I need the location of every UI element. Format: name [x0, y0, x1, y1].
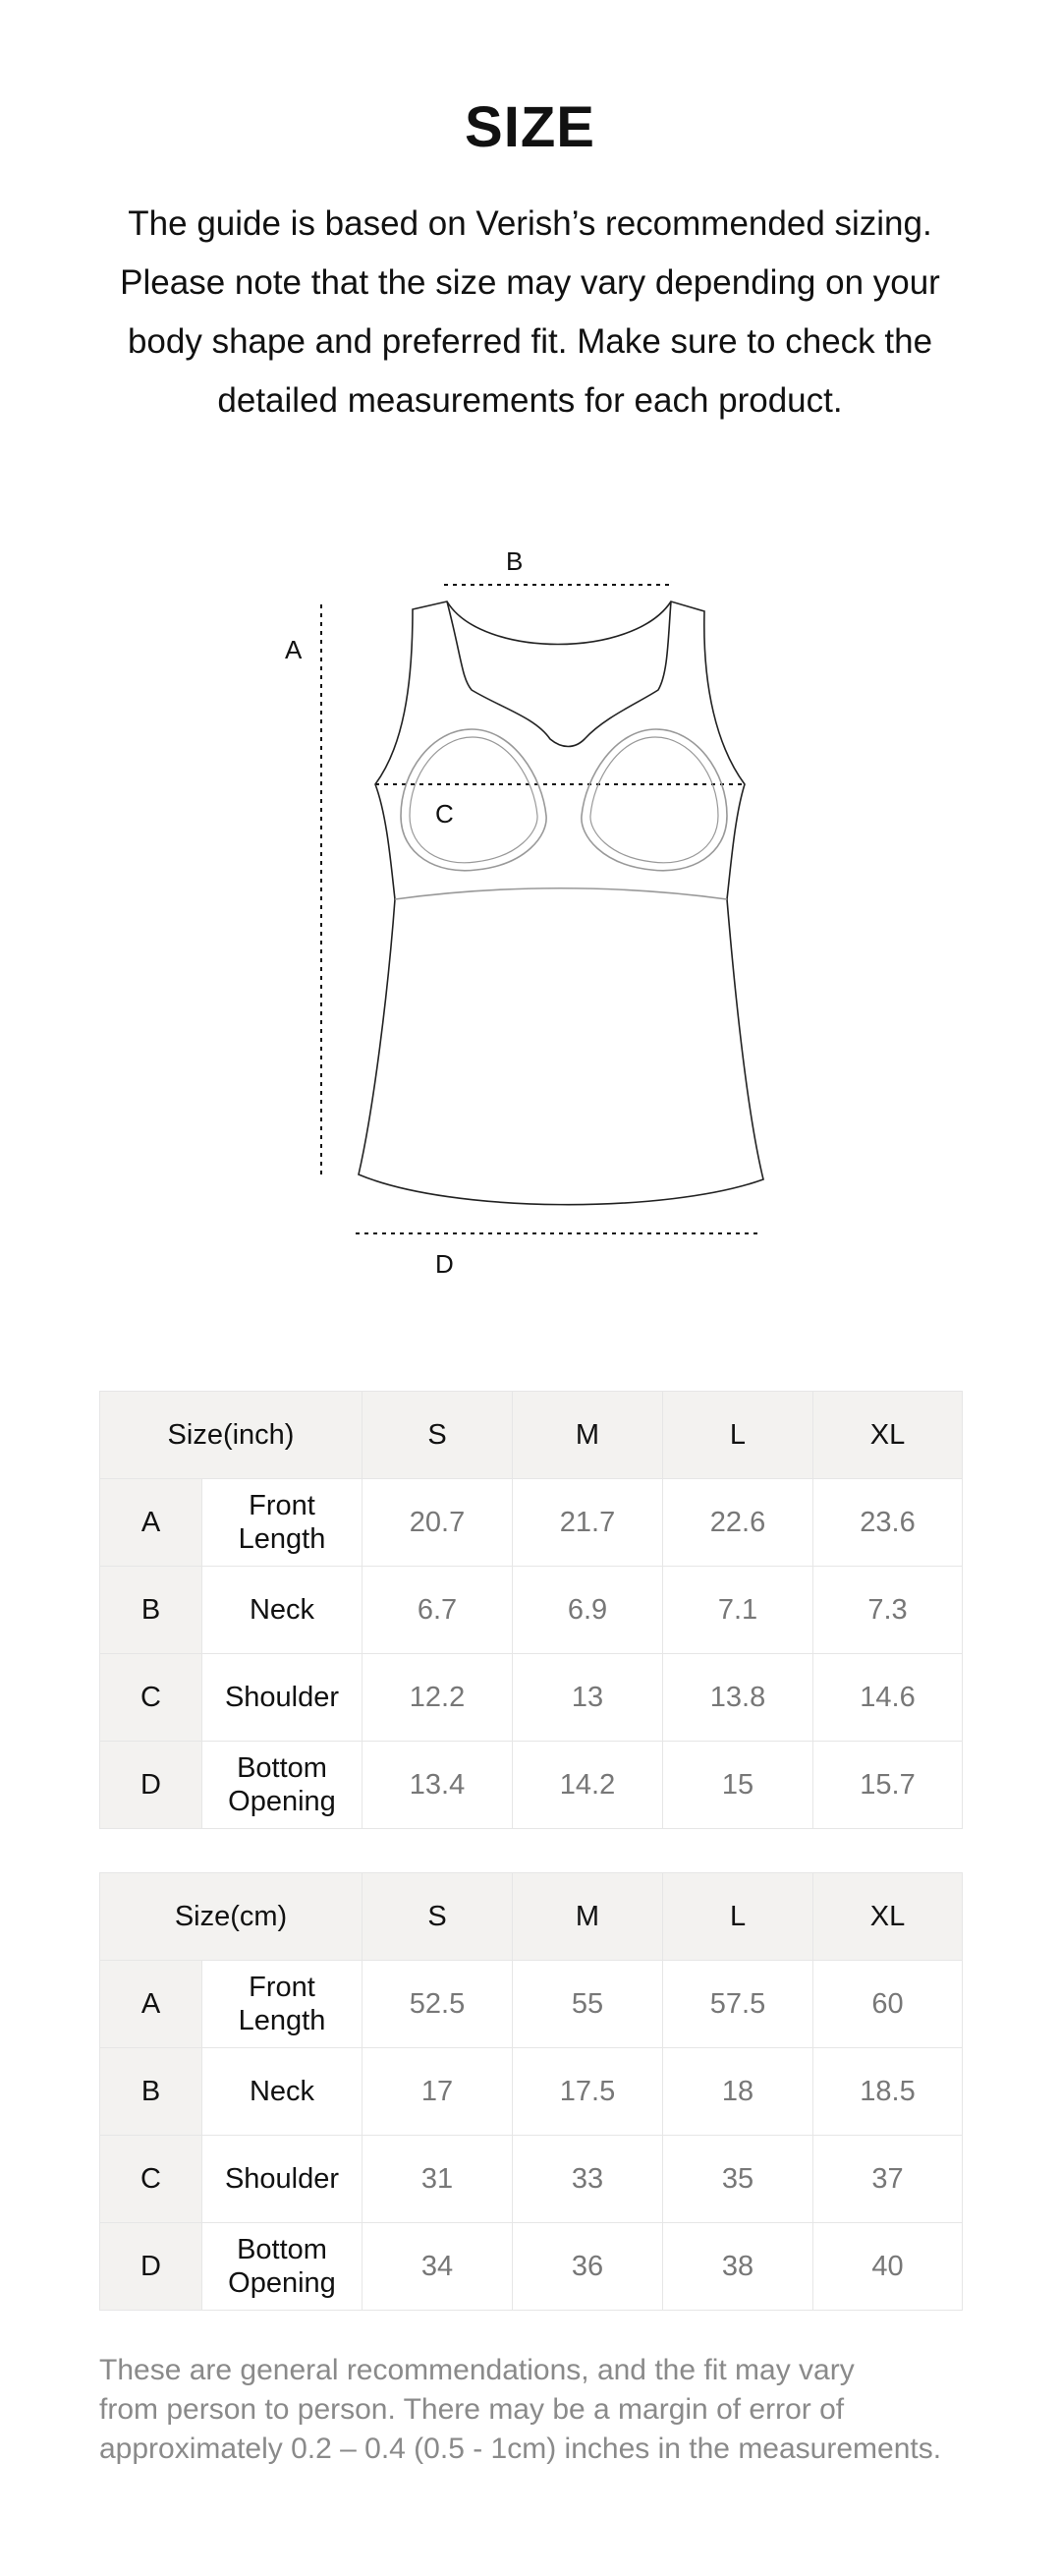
measure-value: 15: [663, 1742, 813, 1829]
measure-value: 13.8: [663, 1654, 813, 1742]
measure-label: Neck: [202, 2048, 363, 2136]
size-table-cm: [99, 1872, 963, 2311]
right-cup-inner: [590, 737, 718, 863]
measure-value: 33: [513, 2136, 663, 2223]
measure-key: D: [100, 1742, 202, 1829]
disclaimer-note: [99, 2351, 964, 2469]
measure-key: B: [100, 1567, 202, 1654]
measure-value: 21.7: [513, 1479, 663, 1567]
size-column-header: L: [663, 1392, 813, 1479]
measure-value: 37: [813, 2136, 963, 2223]
table-row: [100, 2048, 963, 2136]
measure-value: 22.6: [663, 1479, 813, 1567]
measure-value: 36: [513, 2223, 663, 2311]
garment-outline: [359, 601, 763, 1205]
tank-top-measurement-diagram: [255, 521, 806, 1288]
measure-value: 7.1: [663, 1567, 813, 1654]
intro-line: Please note that the size may vary depending on your: [120, 263, 940, 302]
measure-label: [202, 2223, 363, 2311]
measure-key: A: [100, 1961, 202, 2048]
measure-value: 14.2: [513, 1742, 663, 1829]
measure-value: 31: [363, 2136, 513, 2223]
table-header-row: [100, 1873, 963, 1961]
measure-value: 13: [513, 1654, 663, 1742]
measure-value: 6.9: [513, 1567, 663, 1654]
measure-value: 17: [363, 2048, 513, 2136]
size-column-header: L: [663, 1873, 813, 1961]
note-line: These are general recommendations, and the fit may vary: [99, 2354, 855, 2386]
measure-value: 6.7: [363, 1567, 513, 1654]
measure-value: 57.5: [663, 1961, 813, 2048]
intro-text: [88, 195, 972, 430]
measure-value: 7.3: [813, 1567, 963, 1654]
note-line: from person to person. There may be a margin of error of: [99, 2393, 845, 2426]
intro-line: The guide is based on Verish’s recommended sizing.: [128, 204, 932, 243]
table-row: [100, 1479, 963, 1567]
measure-value: 18: [663, 2048, 813, 2136]
measure-label-line: Length: [238, 1523, 326, 1555]
measure-value: 14.6: [813, 1654, 963, 1742]
measure-value: 40: [813, 2223, 963, 2311]
measure-key: C: [100, 2136, 202, 2223]
measure-value: 17.5: [513, 2048, 663, 2136]
measure-label-line: Front: [249, 1972, 315, 2003]
size-column-header: M: [513, 1392, 663, 1479]
size-unit-header: Size(inch): [100, 1392, 363, 1479]
page-title: SIZE: [465, 95, 595, 159]
measure-label: Shoulder: [202, 2136, 363, 2223]
size-unit-header: Size(cm): [100, 1873, 363, 1961]
size-table-inch: [99, 1391, 963, 1829]
table-row: [100, 1567, 963, 1654]
measure-key: C: [100, 1654, 202, 1742]
measure-key: A: [100, 1479, 202, 1567]
table-row: [100, 1654, 963, 1742]
garment-illustration: [255, 521, 806, 1288]
left-cup: [401, 729, 546, 871]
label-b: B: [506, 546, 524, 576]
measure-label: Neck: [202, 1567, 363, 1654]
measure-key: B: [100, 2048, 202, 2136]
measure-label-line: Bottom: [237, 1752, 327, 1784]
measure-label-line: Length: [238, 2005, 326, 2036]
measure-label-line: Opening: [228, 2267, 336, 2299]
measure-label-line: Bottom: [237, 2234, 327, 2265]
measure-label: [202, 1742, 363, 1829]
measure-value: 34: [363, 2223, 513, 2311]
measure-value: 23.6: [813, 1479, 963, 1567]
measure-value: 35: [663, 2136, 813, 2223]
neckline: [447, 601, 671, 747]
measure-value: 12.2: [363, 1654, 513, 1742]
table-row: [100, 1961, 963, 2048]
table-row: [100, 2136, 963, 2223]
label-c: C: [435, 799, 454, 829]
size-column-header: XL: [813, 1392, 963, 1479]
measure-value: 18.5: [813, 2048, 963, 2136]
measure-label-line: Opening: [228, 1786, 336, 1817]
size-column-header: S: [363, 1873, 513, 1961]
label-d: D: [435, 1249, 454, 1279]
size-column-header: M: [513, 1873, 663, 1961]
measure-key: D: [100, 2223, 202, 2311]
size-column-header: XL: [813, 1873, 963, 1961]
measure-label: [202, 1479, 363, 1567]
label-a: A: [285, 635, 303, 664]
note-line: approximately 0.2 – 0.4 (0.5 - 1cm) inches in the measurements.: [99, 2433, 942, 2465]
size-column-header: S: [363, 1392, 513, 1479]
intro-line: body shape and preferred fit. Make sure to check the: [127, 322, 933, 361]
measure-label-line: Front: [249, 1490, 315, 1521]
table-header-row: [100, 1392, 963, 1479]
right-cup: [582, 729, 727, 871]
measure-value: 38: [663, 2223, 813, 2311]
table-row: [100, 2223, 963, 2311]
measure-value: 52.5: [363, 1961, 513, 2048]
measure-value: 15.7: [813, 1742, 963, 1829]
measure-label: Shoulder: [202, 1654, 363, 1742]
measure-value: 55: [513, 1961, 663, 2048]
left-cup-inner: [410, 737, 537, 863]
measure-value: 60: [813, 1961, 963, 2048]
intro-line: detailed measurements for each product.: [217, 381, 843, 420]
table-row: [100, 1742, 963, 1829]
underband-seam: [395, 888, 727, 899]
measure-label: [202, 1961, 363, 2048]
measure-value: 20.7: [363, 1479, 513, 1567]
measure-value: 13.4: [363, 1742, 513, 1829]
